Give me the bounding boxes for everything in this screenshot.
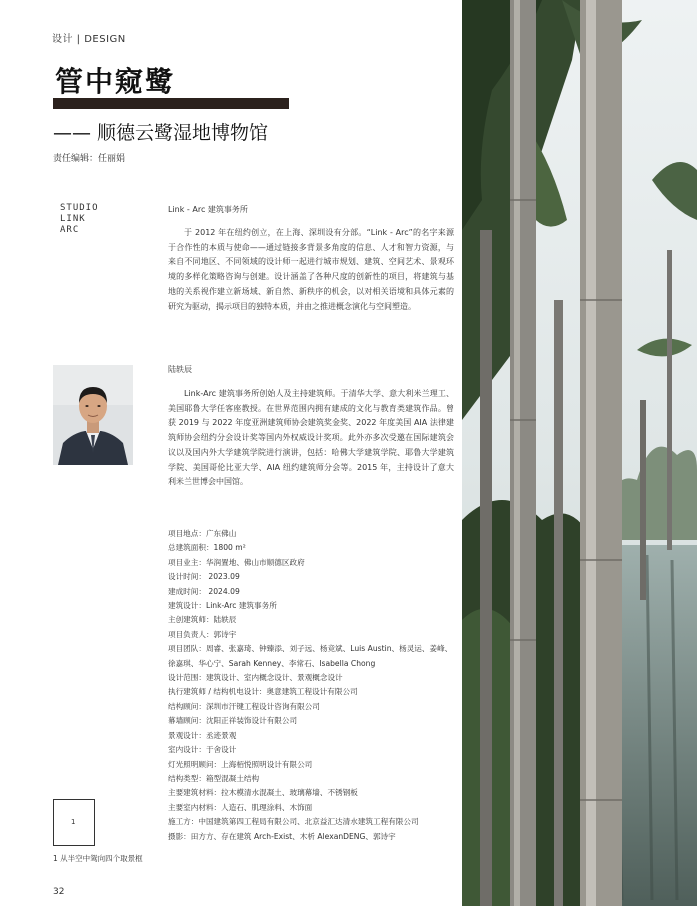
- credit-row: 景观设计：丞迹景观: [168, 730, 237, 740]
- editor-credit: 责任编辑：任丽娟: [53, 154, 126, 164]
- credit-row: 项目负责人：郭诗宇: [168, 629, 237, 639]
- firm-name: Link - Arc 建筑事务所: [168, 205, 248, 214]
- credit-row: 室内设计：于舍设计: [168, 745, 237, 755]
- credit-row: 设计时间： 2023.09: [168, 572, 240, 582]
- figure-caption: 1 从半空中鸳向四个取景框: [53, 854, 143, 863]
- palm-trees-photo: [462, 0, 697, 906]
- credit-row: 项目业主：华润置地、佛山市顺德区政府: [168, 557, 305, 567]
- credit-row: 施工方：中国建筑第四工程局有限公司、北京益汇达清水建筑工程有限公司: [168, 817, 419, 827]
- studio-logo-line: ARC: [60, 225, 80, 235]
- credit-row: 主创建筑师：陆轶辰: [168, 615, 237, 625]
- credit-row: 项目地点：广东佛山: [168, 529, 237, 538]
- studio-logo: [60, 203, 99, 236]
- credit-row: 设计范围：建筑设计、室内概念设计、景观概念设计: [168, 673, 343, 683]
- project-credits: [168, 527, 458, 844]
- studio-logo-line: LINK: [60, 214, 86, 224]
- credit-row: 项目团队：周睿、张嘉琦、钟臻添、刘子远、杨竞斌、Luis Austin、杨灵运、姜峰、徐嘉琪、华心宁、Sarah Kenney、李常石、Isabella Chong: [168, 644, 453, 668]
- credit-row: 总建筑面积：1800 m²: [168, 543, 246, 553]
- page-title: 管中窥鹭: [55, 65, 176, 98]
- figure-number: 1: [71, 818, 76, 826]
- credit-row: 建筑设计：Link-Arc 建筑事务所: [168, 601, 277, 611]
- title-underline-bar: [53, 98, 289, 109]
- credit-row: 幕墙顾问：沈阳正祥装饰设计有限公司: [168, 716, 298, 726]
- credit-row: 结构类型：箱型混凝土结构: [168, 773, 260, 783]
- credit-row: 主要建筑材料：拉木模清水混凝土、玻璃幕墙、不锈钢板: [168, 788, 358, 798]
- firm-description: 于 2012 年在纽约创立，在上海、深圳设有分部。“Link - Arc”的名字来源于合作性的本质与使命——通过链接多背景多角度的信息、人才和智力资源，与来自不同地区、不同领域的设计师一起进行城市规划、建筑、空间艺术、景观环境的多样化策略咨询与创建。设计涵盖了各种尺度的创新性的项目，将建筑与基地的关系视作建立新场域、新自然、新秩序的机会，以对相关语境和具体元素的研究为驱动，揭示项目的独特本质，并由之推进概念演化与空间塑造。: [168, 228, 454, 311]
- page-subtitle: —— 顺德云鹭湿地博物馆: [53, 122, 269, 144]
- page-number: 32: [53, 887, 65, 897]
- studio-logo-line: STUDIO: [60, 203, 99, 213]
- credit-row: 摄影：田方方、存在建筑 Arch-Exist、木析 AlexanDENG、郭诗宇: [168, 831, 396, 841]
- credit-row: 建成时间： 2024.09: [168, 586, 240, 596]
- architect-name: 陆轶辰: [168, 365, 192, 374]
- credit-row: 结构顾问：深圳市汗键工程设计咨询有限公司: [168, 701, 320, 711]
- section-label: 设计 | DESIGN: [52, 34, 126, 45]
- architect-portrait: [53, 365, 133, 465]
- credit-row: 灯光照明顾问：上海栢悦照明设计有限公司: [168, 759, 313, 769]
- credit-row: 主要室内材料：人造石、肌理涂料、木饰面: [168, 802, 313, 812]
- credit-row: 执行建筑师 / 结构机电设计：奥意建筑工程设计有限公司: [168, 687, 358, 697]
- architect-bio: Link-Arc 建筑事务所创始人及主持建筑师。于清华大学、意大利米兰理工、美国耶鲁大学任客座教授。在世界范围内拥有建成的文化与教育类建筑作品。曾获 2019 与 2022 年度亚洲建筑师协会建筑奖金奖、2022 年度美国 AIA 法律建筑师协会纽约分会设计奖等国内外权威设计奖项。此外亦多次受邀在国际建筑会议以及国内外大学建筑学院进行演讲，包括：哈佛大学建筑学院、耶鲁大学建筑学院、美国哥伦比亚大学、AIA 纽约建筑师分会等。2015 年，主持设计了意大利米兰世博会中国馆。: [168, 389, 454, 487]
